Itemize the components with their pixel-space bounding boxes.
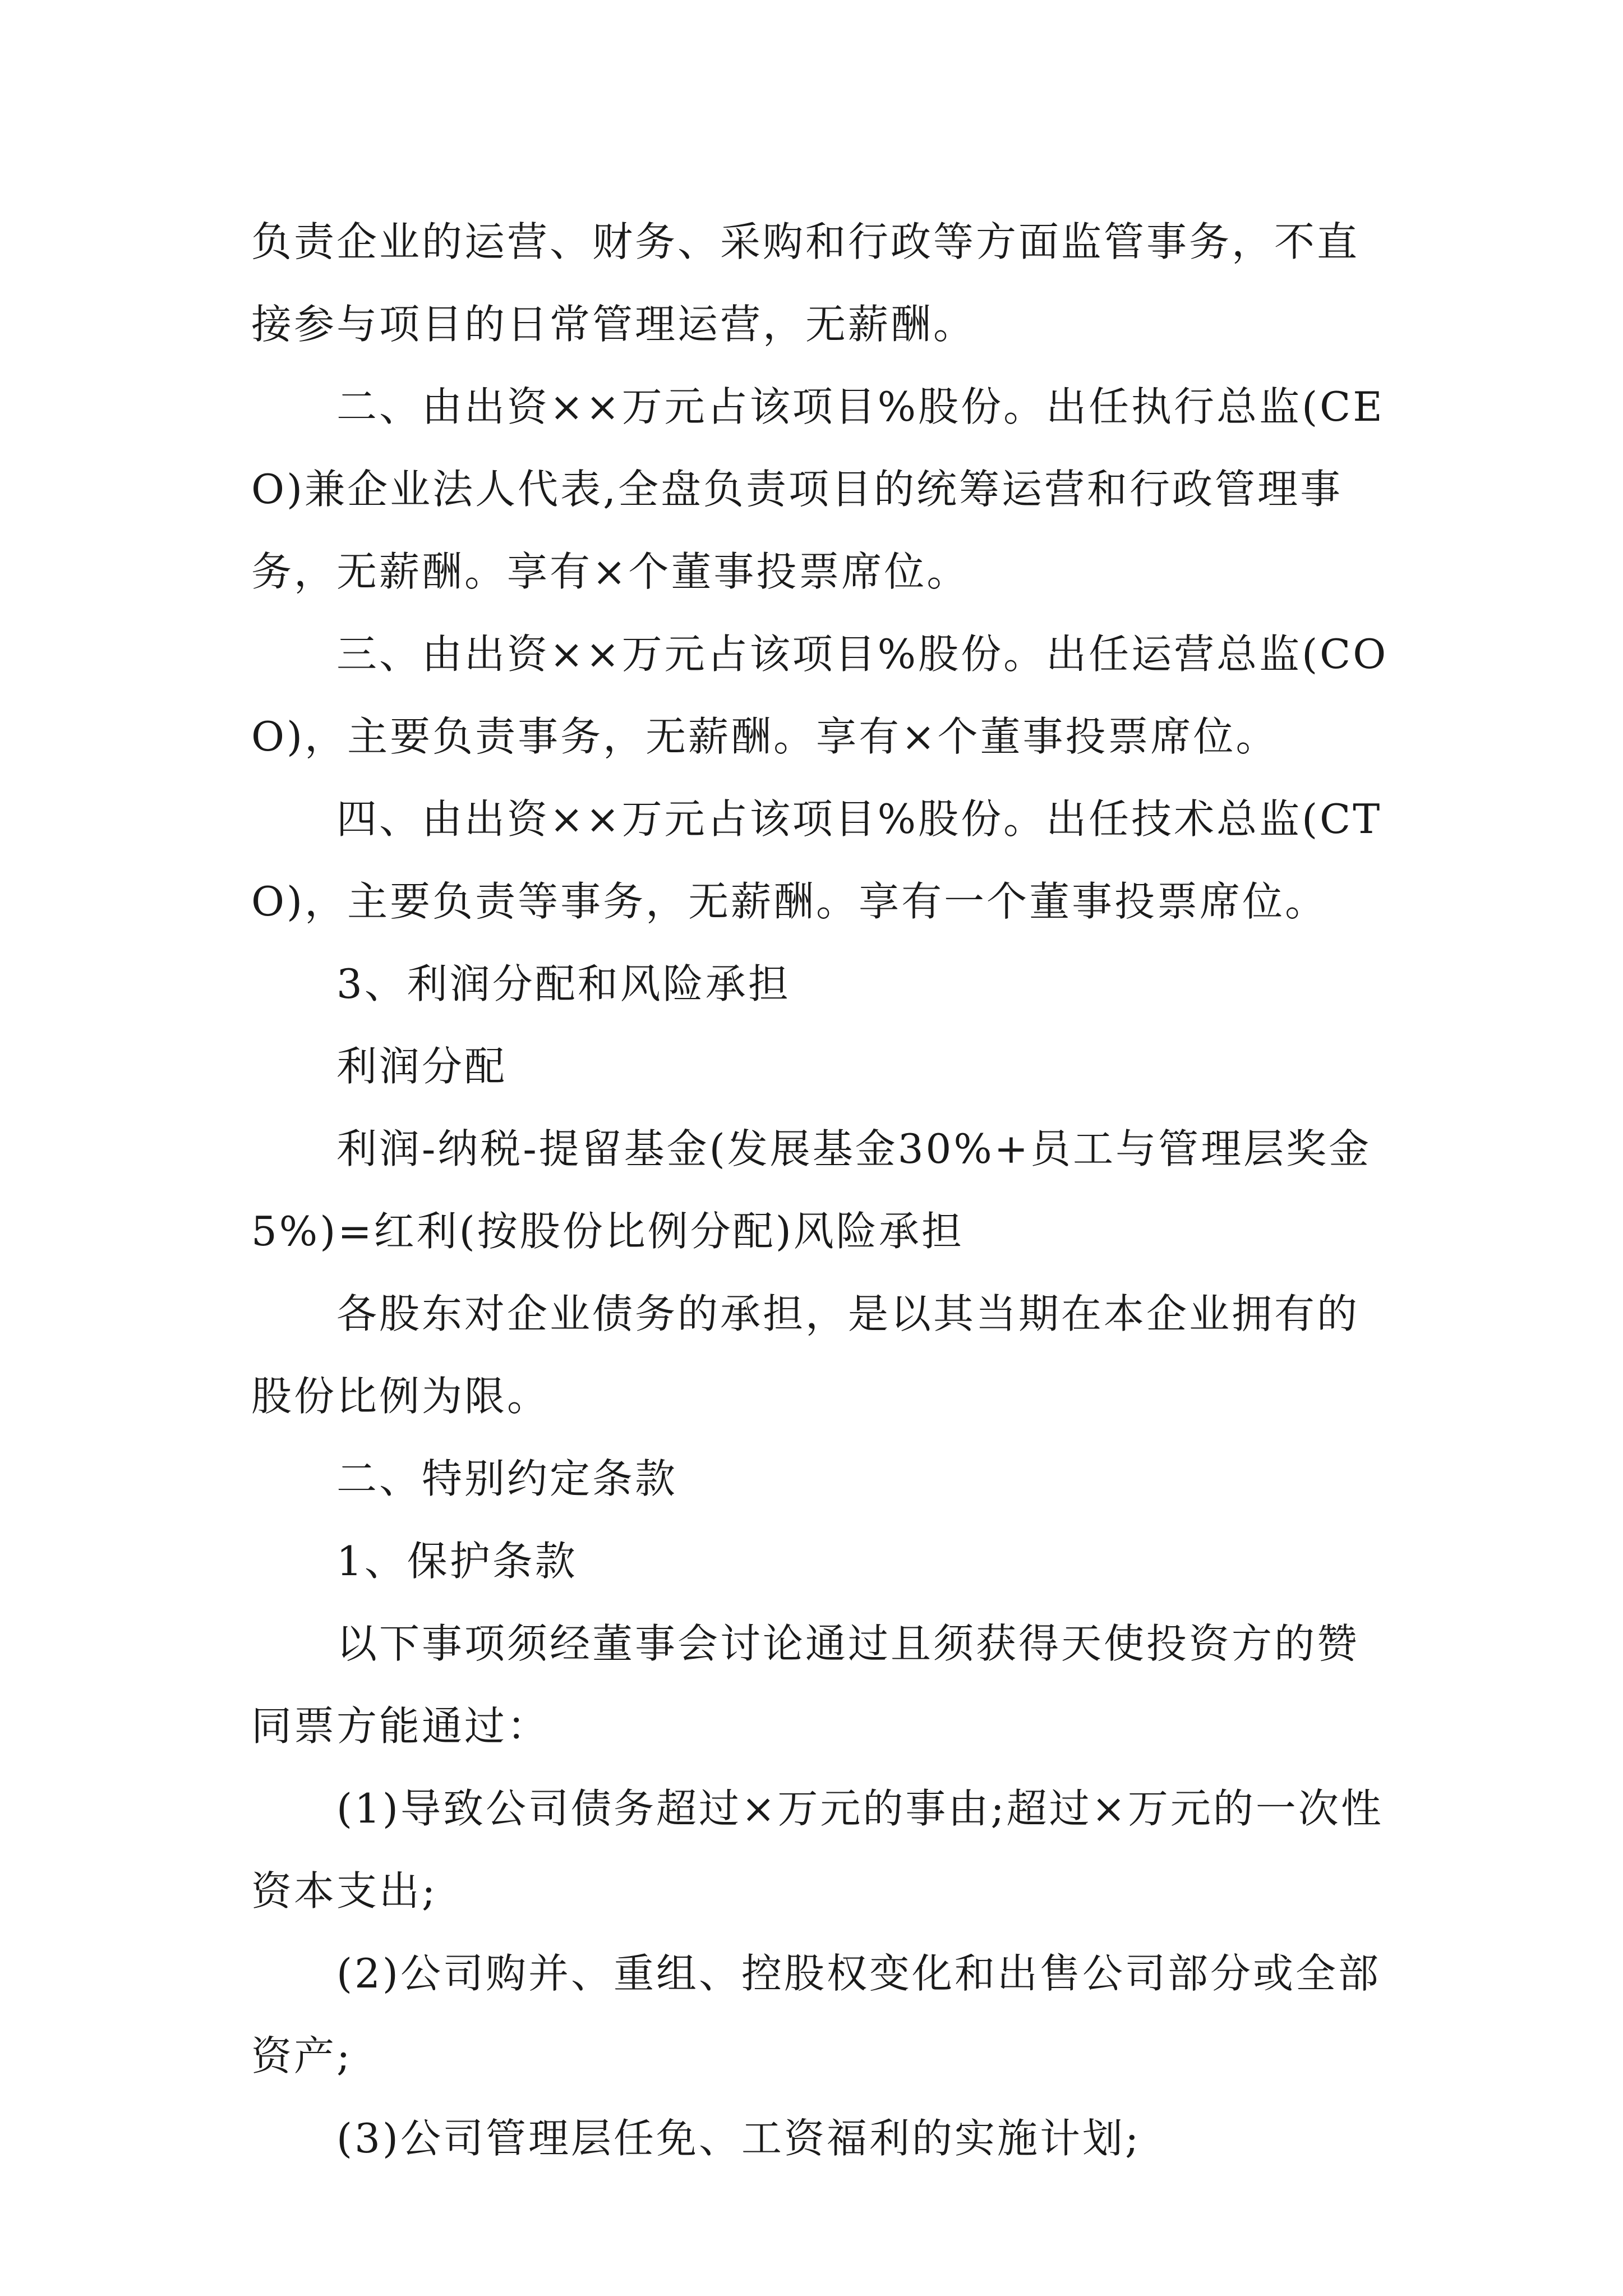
list-item: (3)公司管理层任免、工资福利的实施计划;	[336, 2115, 1141, 2162]
paragraph: 二、由出资××万元占该项目%股份。出任执行总监(CEO)兼企业法人代表,全盘负责项目的统筹运营和行政管理事务，无薪酬。享有×个董事投票席位。	[251, 383, 1385, 595]
paragraph: 三、由出资××万元占该项目%股份。出任运营总监(COO)，主要负责事务，无薪酬。享有×个董事投票席位。	[251, 631, 1389, 760]
subheading: 利润分配	[336, 1043, 508, 1090]
subheading: 1、保护条款	[336, 1538, 578, 1585]
list-item: (1)导致公司债务超过×万元的事由;超过×万元的一次性资本支出;	[251, 1785, 1384, 1915]
list-item: (2)公司购并、重组、控股权变化和出售公司部分或全部资产;	[251, 1950, 1381, 2079]
paragraph: 负责企业的运营、财务、采购和行政等方面监管事务，不直接参与项目的日常管理运营，无薪酬。	[251, 218, 1360, 348]
section-heading: 3、利润分配和风险承担	[336, 960, 791, 1007]
document-body	[251, 201, 1392, 2180]
section-heading: 二、特别约定条款	[336, 1455, 678, 1502]
paragraph: 利润-纳税-提留基金(发展基金30%+员工与管理层奖金5%)=红利(按股份比例分配)风险承担	[251, 1125, 1372, 1255]
paragraph: 以下事项须经董事会讨论通过且须获得天使投资方的赞同票方能通过：	[251, 1620, 1360, 1750]
paragraph: 各股东对企业债务的承担，是以其当期在本企业拥有的股份比例为限。	[251, 1290, 1360, 1420]
paragraph: 四、由出资××万元占该项目%股份。出任技术总监(CTO)，主要负责等事务，无薪酬。享有一个董事投票席位。	[251, 795, 1382, 925]
